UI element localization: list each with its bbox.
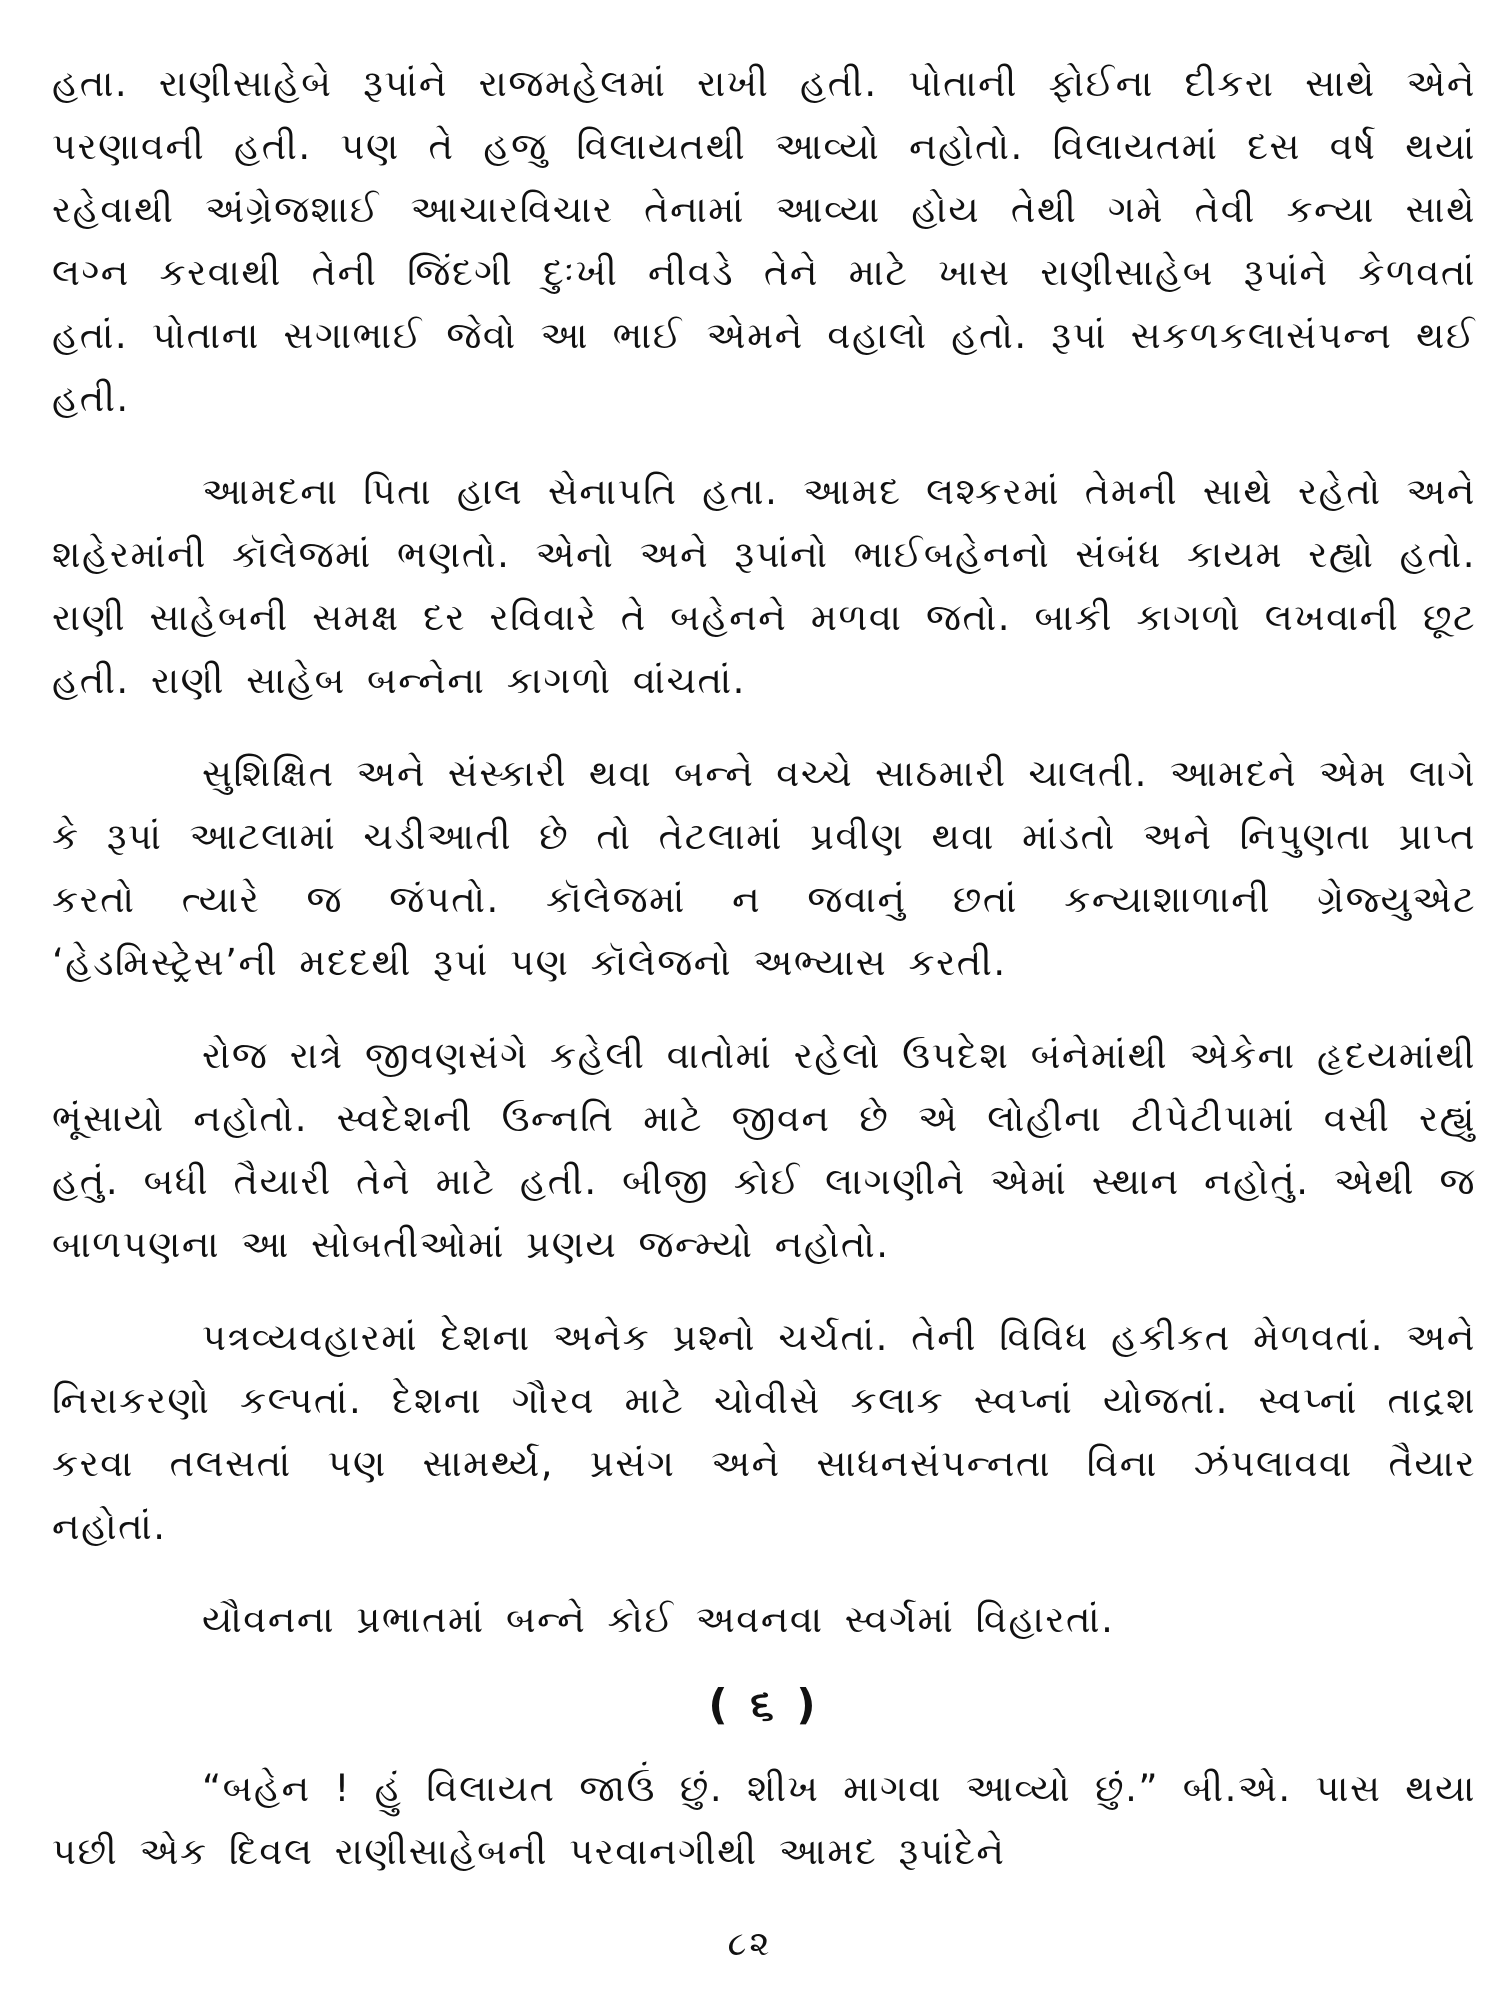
paragraph-4: રોજ રાત્રે જીવણસંગે કહેલી વાતોમાં રહેલો ઉપદેશ બંનેમાંથી એકેના હૃદયમાંથી ભૂંસાયો નહોતો. સ્વદેશની ઉન્નતિ માટે જીવન છે એ લોહીના ટીપેટીપામાં વસી રહ્યું હતું. બધી તૈયારી તેને માટે હતી. બીજી કોઈ લાગણીને એમાં સ્થાન નહોતું. એથી જ બાળપણના આ સોબતીઓમાં પ્રણય જન્મ્યો નહોતો.	[52, 1034, 1476, 1266]
paragraph-1: હતા. રાણીસાહેબે રૂપાંને રાજમહેલમાં રાખી હતી. પોતાની ફોઈના દીકરા સાથે એને પરણાવની હતી. પણ તે હજુ વિલાયતથી આવ્યો નહોતો. વિલાયતમાં દસ વર્ષ થયાં રહેવાથી અંગ્રેજશાઈ આચારવિચાર તેનામાં આવ્યા હોય તેથી ગમે તેવી કન્યા સાથે લગ્ન કરવાથી તેની જિંદગી દુઃખી નીવડે તેને માટે ખાસ રાણીસાહેબ રૂપાંને કેળવતાં હતાં. પોતાના સગાભાઈ જેવો આ ભાઈ એમને વહાલો હતો. રૂપાં સકળકલાસંપન્ન થઈ હતી.	[52, 62, 1476, 420]
paragraph-6: યૌવનના પ્રભાતમાં બન્ને કોઈ અવનવા સ્વર્ગમાં વિહારતાં.	[202, 1598, 1115, 1641]
paragraph-7: “બહેન ! હું વિલાયત જાઉં છું. શીખ માગવા આવ્યો છું.” બી.એ. પાસ થયા પછી એક દિવલ રાણીસાહેબની પરવાનગીથી આમદ રૂપાંદેને	[52, 1767, 1476, 1873]
paragraph-3: સુશિક્ષિત અને સંસ્કારી થવા બન્ને વચ્ચે સાઠમારી ચાલતી. આમદને એમ લાગે કે રૂપાં આટલામાં ચડીઆતી છે તો તેટલામાં પ્રવીણ થવા માંડતો અને નિપુણતા પ્રાપ્ત કરતો ત્યારે જ જંપતો. કૉલેજમાં ન જવાનું છતાં કન્યાશાળાની ગ્રેજ્યુએટ ‘હેડમિસ્ટ્રેસ’ની મદદથી રૂપાં પણ કૉલેજનો અભ્યાસ કરતી.	[52, 752, 1476, 984]
paragraph-5: પત્રવ્યવહારમાં દેશના અનેક પ્રશ્નો ચર્ચતાં. તેની વિવિધ હકીકત મેળવતાં. અને નિરાકરણો કલ્પતાં. દેશના ગૌરવ માટે ચોવીસે કલાક સ્વપ્નાં યોજતાં. સ્વપ્નાં તાદ્રશ કરવા તલસતાં પણ સામર્થ્ય, પ્રસંગ અને સાધનસંપન્નતા વિના ઝંપલાવવા તૈયાર નહોતાં.	[52, 1316, 1476, 1548]
page-number: ૮૨	[727, 1924, 773, 1964]
body-text	[52, 52, 1476, 1913]
paragraph-2: આમદના પિતા હાલ સેનાપતિ હતા. આમદ લશ્કરમાં તેમની સાથે રહેતો અને શહેરમાંની કૉલેજમાં ભણતો. એનો અને રૂપાંનો ભાઈબહેનનો સંબંધ કાયમ રહ્યો હતો. રાણી સાહેબની સમક્ષ દર રવિવારે તે બહેનને મળવા જતો. બાકી કાગળો લખવાની છૂટ હતી. રાણી સાહેબ બન્નેના કાગળો વાંચતાં.	[52, 470, 1476, 702]
chapter-heading: ( ૬ )	[708, 1680, 820, 1729]
